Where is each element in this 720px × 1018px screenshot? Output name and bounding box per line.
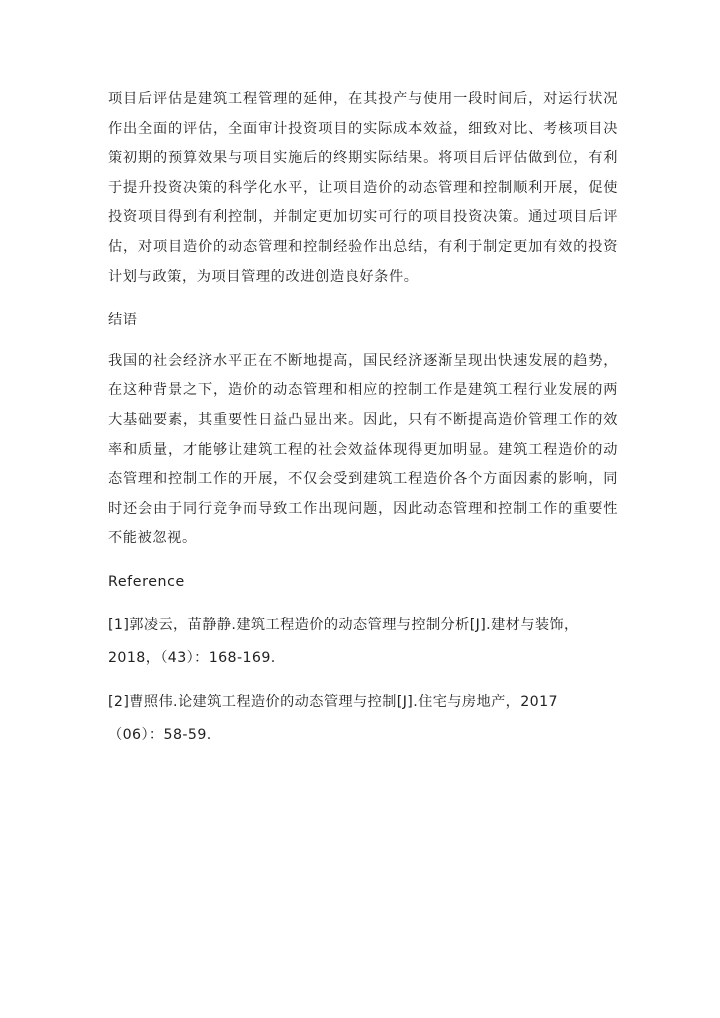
- reference-item-2: [108, 686, 618, 752]
- conclusion-heading: 结语: [108, 312, 138, 329]
- paragraph-spacer: [108, 292, 618, 306]
- reference-1-line-1: [1]郭凌云，苗静静.建筑工程造价的动态管理与控制分析[J].建材与装饰，: [108, 616, 579, 633]
- reference-item-1: [108, 609, 618, 675]
- heading-spacer: [108, 336, 618, 347]
- reference-2-line-1: [2]曹照伟.论建筑工程造价的动态管理与控制[J].住宅与房地产，2017: [108, 693, 558, 710]
- reference-heading: Reference: [108, 573, 185, 590]
- reference-1-line-2: 2018，（43）：168-169.: [108, 649, 276, 666]
- paragraph-spacer: [108, 554, 618, 568]
- reference-2-line-2: （06）：58-59.: [108, 726, 212, 743]
- reference-list: [108, 609, 618, 752]
- document-content: [108, 85, 618, 752]
- body-paragraph-conclusion: 我国的社会经济水平正在不断地提高，国民经济逐渐呈现出快速发展的趋势，在这种背景之下，造价的动态管理和相应的控制工作是建筑工程行业发展的两大基础要素，其重要性日益凸显出来。因此，只有不断提高造价管理工作的效率和质量，才能够让建筑工程的社会效益体现得更加明显。建筑工程造价的动态管理和控制工作的开展，不仅会受到建筑工程造价各个方面因素的影响，同时还会由于同行竞争而导致工作出现问题，因此动态管理和控制工作的重要性不能被忽视。: [108, 352, 618, 547]
- reference-spacer: [108, 675, 618, 686]
- heading-spacer: [108, 598, 618, 609]
- body-paragraph-post-evaluation: 项目后评估是建筑工程管理的延伸，在其投产与使用一段时间后，对运行状况作出全面的评估，全面审计投资项目的实际成本效益，细致对比、考核项目决策初期的预算效果与项目实施后的终期实际结果。将项目后评估做到位，有利于提升投资决策的科学化水平，让项目造价的动态管理和控制顺利开展，促使投资项目得到有利控制，并制定更加切实可行的项目投资决策。通过项目后评估，对项目造价的动态管理和控制经验作出总结，有利于制定更加有效的投资计划与政策，为项目管理的改进创造良好条件。: [108, 91, 618, 285]
